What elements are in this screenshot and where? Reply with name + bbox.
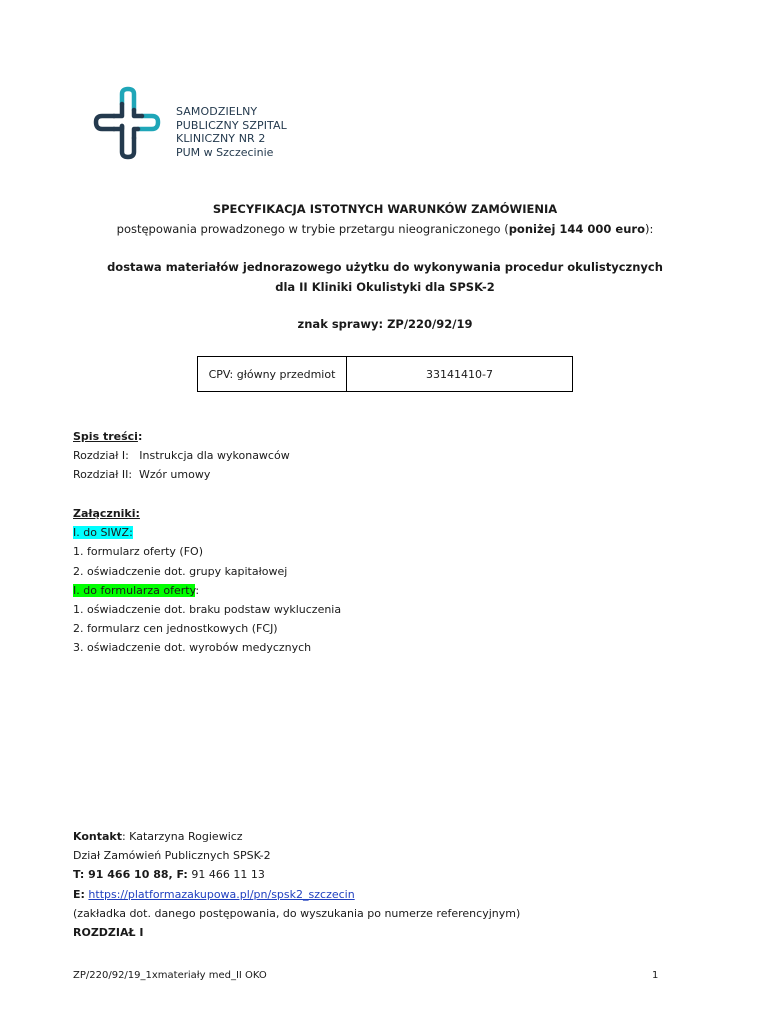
document-subtitle <box>0 222 770 236</box>
subtitle-prefix: postępowania prowadzonego w trybie przetargu nieograniczonego ( <box>116 222 509 236</box>
contact-fax: 91 466 11 13 <box>187 868 265 882</box>
logo-line: PUM w Szczecinie <box>176 145 274 159</box>
toc-header: Spis treści <box>73 430 138 443</box>
hospital-logo <box>92 86 302 162</box>
attachments-group-offer: I. do formularza oferty <box>73 583 196 597</box>
contact-phone: T: 91 466 10 88 <box>73 868 169 882</box>
contact-fax-label: , F: <box>168 868 188 882</box>
contact-section <box>73 827 520 942</box>
group-colon: : <box>195 583 200 597</box>
logo-text <box>176 105 287 159</box>
table-of-contents <box>73 427 290 485</box>
list-item: 2. oświadczenie dot. grupy kapitałowej <box>73 564 288 578</box>
attachments-header: Załączniki: <box>73 507 140 520</box>
cpv-value-cell: 33141410-7 <box>426 367 493 381</box>
page-number: 1 <box>652 970 659 981</box>
document-title: SPECYFIKACJA ISTOTNYCH WARUNKÓW ZAMÓWIENIA <box>212 202 558 216</box>
toc-item: Rozdział II: Wzór umowy <box>73 468 211 482</box>
chapter-heading: ROZDZIAŁ I <box>73 926 144 940</box>
attachments-list <box>73 504 341 658</box>
subtitle-suffix: ): <box>644 222 654 236</box>
attachments-group-siwz: I. do SIWZ: <box>73 526 133 540</box>
subject-line-1: dostawa materiałów jednorazowego użytku do wykonywania procedur okulistycznych <box>107 260 663 274</box>
case-number: znak sprawy: ZP/220/92/19 <box>297 317 473 331</box>
contact-email-label: E: <box>73 887 85 901</box>
cpv-label-cell: CPV: główny przedmiot <box>198 357 347 391</box>
contact-name: : Katarzyna Rogiewicz <box>121 830 243 843</box>
subtitle-threshold: poniżej 144 000 euro <box>508 222 645 236</box>
contact-department: Dział Zamówień Publicznych SPSK-2 <box>73 849 271 863</box>
list-item: 1. formularz oferty (FO) <box>73 545 203 559</box>
contact-label: Kontakt <box>73 830 122 843</box>
logo-line: KLINICZNY NR 2 <box>176 132 266 145</box>
logo-line: SAMODZIELNY <box>176 105 258 118</box>
cpv-table <box>197 356 573 392</box>
list-item: 3. oświadczenie dot. wyrobów medycznych <box>73 641 312 655</box>
list-item: 2. formularz cen jednostkowych (FCJ) <box>73 622 278 636</box>
platform-link[interactable]: https://platformazakupowa.pl/pn/spsk2_szczecin <box>88 887 355 901</box>
toc-colon: : <box>137 430 143 443</box>
list-item: 1. oświadczenie dot. braku podstaw wykluczenia <box>73 603 342 617</box>
hospital-cross-icon <box>92 86 172 162</box>
subject-line-2: dla II Kliniki Okulistyki dla SPSK-2 <box>275 280 495 294</box>
toc-item: Rozdział I: Instrukcja dla wykonawców <box>73 449 290 463</box>
contact-note: (zakładka dot. danego postępowania, do wyszukania po numerze referencyjnym) <box>73 906 521 920</box>
footer-reference: ZP/220/92/19_1xmateriały med_II OKO <box>73 970 267 981</box>
logo-line: PUBLICZNY SZPITAL <box>176 118 287 132</box>
